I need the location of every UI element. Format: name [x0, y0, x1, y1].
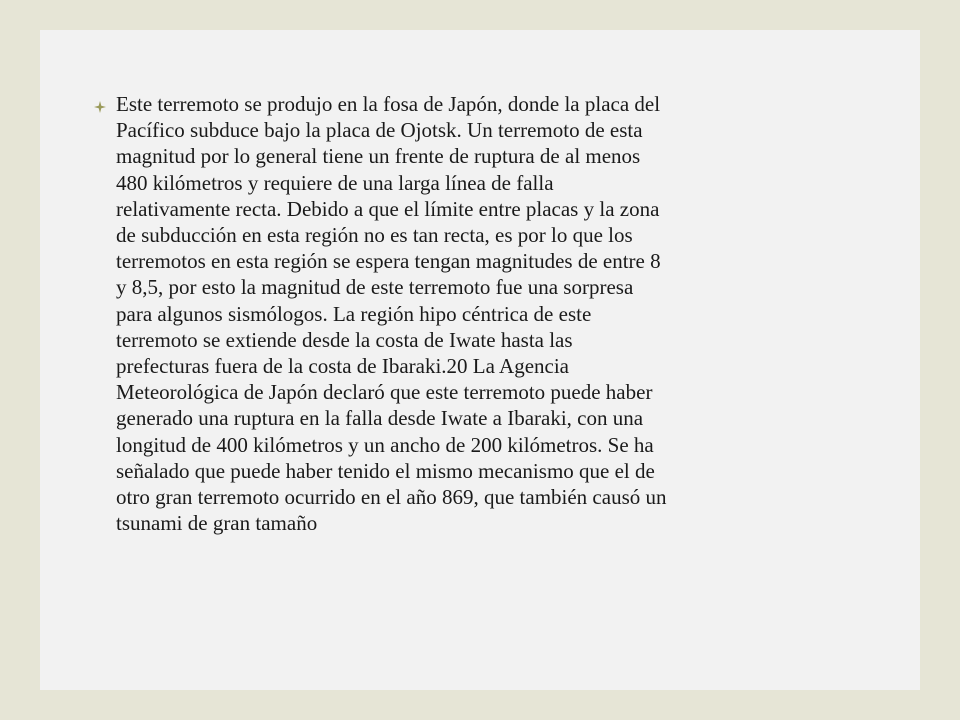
four-point-star-icon	[94, 101, 106, 113]
slide-paragraph: Este terremoto se produjo en la fosa de Japón, donde la placa del Pacífico subduce bajo la placa de Ojotsk. Un terremoto de esta magnitud por lo general tiene un frente de ruptura de al menos 480 kilómetros y requiere de una larga línea de falla relativamente recta. Debido a que el límite entre placas y la zona de subducción en esta región no es tan recta, es por lo que los terremotos en esta región se espera tengan magnitudes de entre 8 y 8,5, por esto la magnitud de este terremoto fue una sorpresa para algunos sismólogos. La región hipo céntrica de este terremoto se extiende desde la costa de Iwate hasta las prefecturas fuera de la costa de Ibaraki.20 La Agencia Meteorológica de Japón declaró que este terremoto puede haber generado una ruptura en la falla desde Iwate a Ibaraki, con una longitud de 400 kilómetros y un ancho de 200 kilómetros. Se ha señalado que puede haber tenido el mismo mecanismo que el de otro gran terremoto ocurrido en el año 869, que también causó un tsunami de gran tamaño	[116, 92, 667, 536]
